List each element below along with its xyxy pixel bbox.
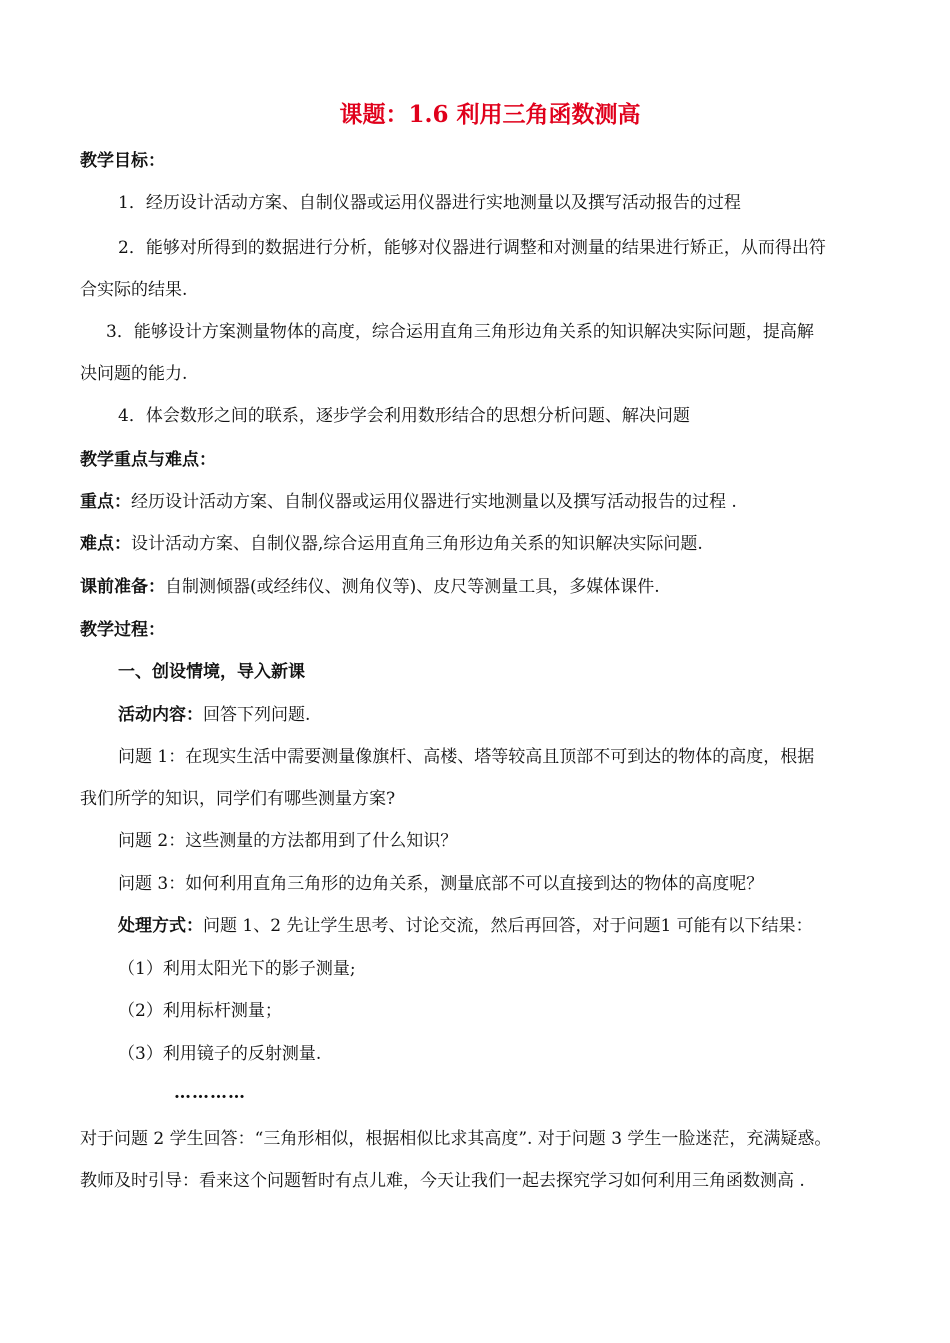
- result-1: （1）利用太阳光下的影子测量;: [118, 959, 356, 979]
- difficulty-text: 设计活动方案、自制仪器,综合运用直角三角形边角关系的知识解决实际问题.: [131, 534, 703, 554]
- process-heading: 教学过程：: [80, 620, 165, 640]
- focus-text: 经历设计活动方案、自制仪器或运用仪器进行实地测量以及撰写活动报告的过程 .: [131, 492, 737, 512]
- question-3: 问题 3：如何利用直角三角形的边角关系，测量底部不可以直接到达的物体的高度呢？: [118, 874, 764, 894]
- objectives-heading: 教学目标：: [80, 151, 165, 171]
- focus-row: [80, 491, 737, 513]
- objective-item-1: 1．经历设计活动方案、自制仪器或运用仪器进行实地测量以及撰写活动报告的过程: [118, 193, 741, 213]
- preparation-row: [80, 576, 660, 598]
- section-1-heading: 一、创设情境，导入新课: [118, 662, 305, 682]
- objective-item-4: 4．体会数形之间的联系，逐步学会利用数形结合的思想分析问题、解决问题: [118, 406, 690, 426]
- question-1-line-2: 我们所学的知识，同学们有哪些测量方案?: [80, 789, 396, 809]
- paragraph-2: 教师及时引导：看来这个问题暂时有点儿难，今天让我们一起去探究学习如何利用三角函数测高 .: [80, 1171, 805, 1191]
- activity-label: 活动内容：: [118, 705, 203, 725]
- question-2: 问题 2：这些测量的方法都用到了什么知识？: [118, 831, 458, 851]
- document-title: 课题：1.6 利用三角函数测高: [339, 101, 641, 128]
- objective-item-2-line-1: 2．能够对所得到的数据进行分析，能够对仪器进行调整和对测量的结果进行矫正，从而得出符: [118, 238, 826, 258]
- method-text: 问题 1、2 先让学生思考、讨论交流，然后再回答，对于问题1 可能有以下结果：: [203, 916, 813, 936]
- result-3: （3）利用镜子的反射测量.: [118, 1044, 322, 1064]
- ellipsis: …………: [174, 1083, 246, 1103]
- method-row: [118, 915, 813, 937]
- paragraph-1: 对于问题 2 学生回答：“三角形相似，根据相似比求其高度”. 对于问题 3 学生一脸迷茫，充满疑惑。: [80, 1129, 832, 1149]
- preparation-text: 自制测倾器(或经纬仪、测角仪等)、皮尺等测量工具，多媒体课件.: [165, 577, 660, 597]
- difficulty-row: [80, 533, 703, 555]
- preparation-label: 课前准备：: [80, 577, 165, 597]
- activity-text: 回答下列问题.: [203, 705, 311, 725]
- result-2: （2）利用标杆测量；: [118, 1001, 282, 1021]
- objective-item-3-line-2: 决问题的能力.: [80, 364, 188, 384]
- difficulty-label: 难点：: [80, 534, 131, 554]
- activity-row: [118, 704, 310, 726]
- objective-item-3-line-1: 3．能够设计方案测量物体的高度，综合运用直角三角形边角关系的知识解决实际问题，提高解: [106, 322, 814, 342]
- method-label: 处理方式：: [118, 916, 203, 936]
- focus-label: 重点：: [80, 492, 131, 512]
- keypoints-heading: 教学重点与难点：: [80, 450, 216, 470]
- objective-item-2-line-2: 合实际的结果.: [80, 280, 188, 300]
- question-1-line-1: 问题 1：在现实生活中需要测量像旗杆、高楼、塔等较高且顶部不可到达的物体的高度，根据: [118, 747, 815, 767]
